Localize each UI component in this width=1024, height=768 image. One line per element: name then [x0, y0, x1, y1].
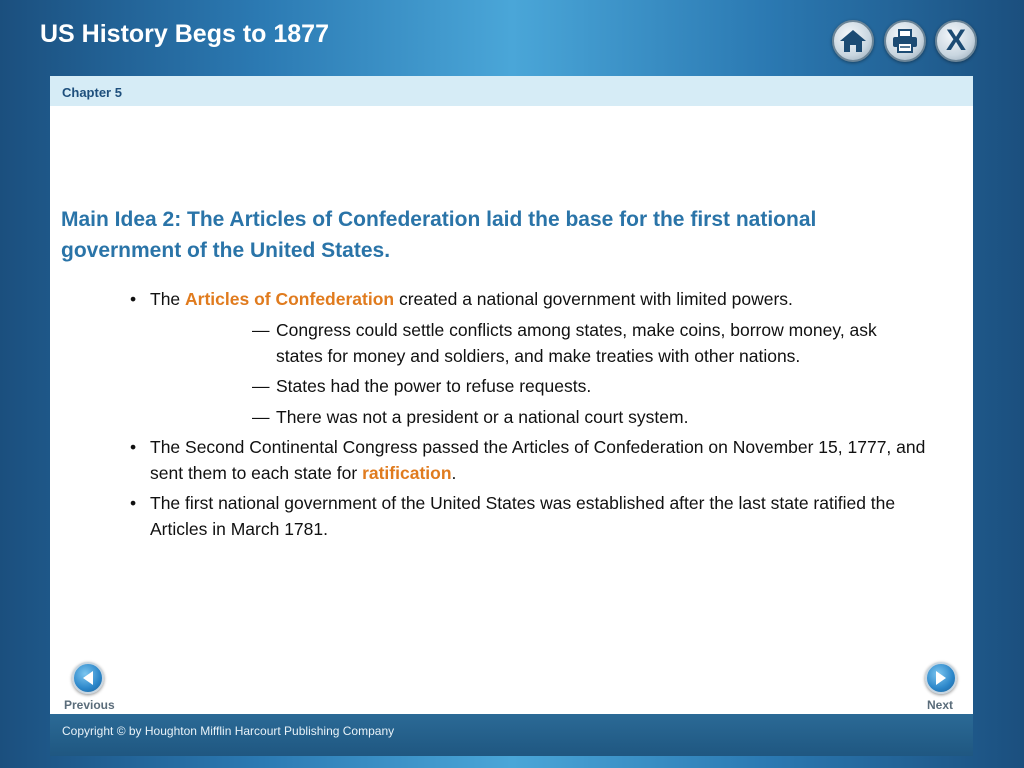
page-title: US History Begs to 1877 [40, 20, 329, 48]
arrow-left-icon [74, 664, 102, 692]
previous-label[interactable]: Previous [64, 698, 115, 712]
copyright-text: Copyright © by Houghton Mifflin Harcourt Publishing Company [62, 724, 395, 738]
sub-item-text: Congress could settle conflicts among states, make coins, borrow money, ask states for money and soldiers, and make treaties with other nations. [276, 320, 877, 366]
main-idea-heading: Main Idea 2: The Articles of Confederation laid the base for the first national government of the United States. [61, 208, 817, 262]
slide-panel [50, 76, 973, 756]
list-item [128, 490, 928, 542]
bullet-text: The first national government of the United States was established after the last state ratified the Articles in March 1781. [150, 493, 896, 539]
bullet-text: The Second Continental Congress passed the Articles of Confederation on November 15, 1777, and sent them to each state for [150, 437, 926, 483]
sub-item-text: States had the power to refuse requests. [276, 376, 592, 396]
close-button[interactable] [935, 20, 977, 62]
sub-item-text: There was not a president or a national court system. [276, 407, 689, 427]
footer-bar [50, 714, 973, 756]
home-button[interactable] [832, 20, 874, 62]
home-icon [839, 28, 867, 54]
close-icon: X [945, 24, 966, 57]
list-item [128, 286, 928, 312]
list-item [128, 434, 928, 486]
printer-icon [891, 28, 919, 54]
previous-button[interactable] [72, 662, 104, 694]
term-highlight: Articles of Confederation [185, 289, 395, 309]
sub-list-item [252, 317, 912, 369]
next-label[interactable]: Next [927, 698, 954, 712]
next-button[interactable] [925, 662, 957, 694]
sub-list-item [252, 404, 912, 430]
bullet-text: The [150, 289, 186, 309]
sub-list-item [252, 373, 912, 399]
term-highlight: ratification [362, 463, 452, 483]
print-button[interactable] [884, 20, 926, 62]
bullet-text: . [451, 463, 457, 483]
bullet-text: created a national government with limited powers. [394, 289, 793, 309]
arrow-right-icon [927, 664, 955, 692]
chapter-label: Chapter 5 [50, 76, 973, 106]
